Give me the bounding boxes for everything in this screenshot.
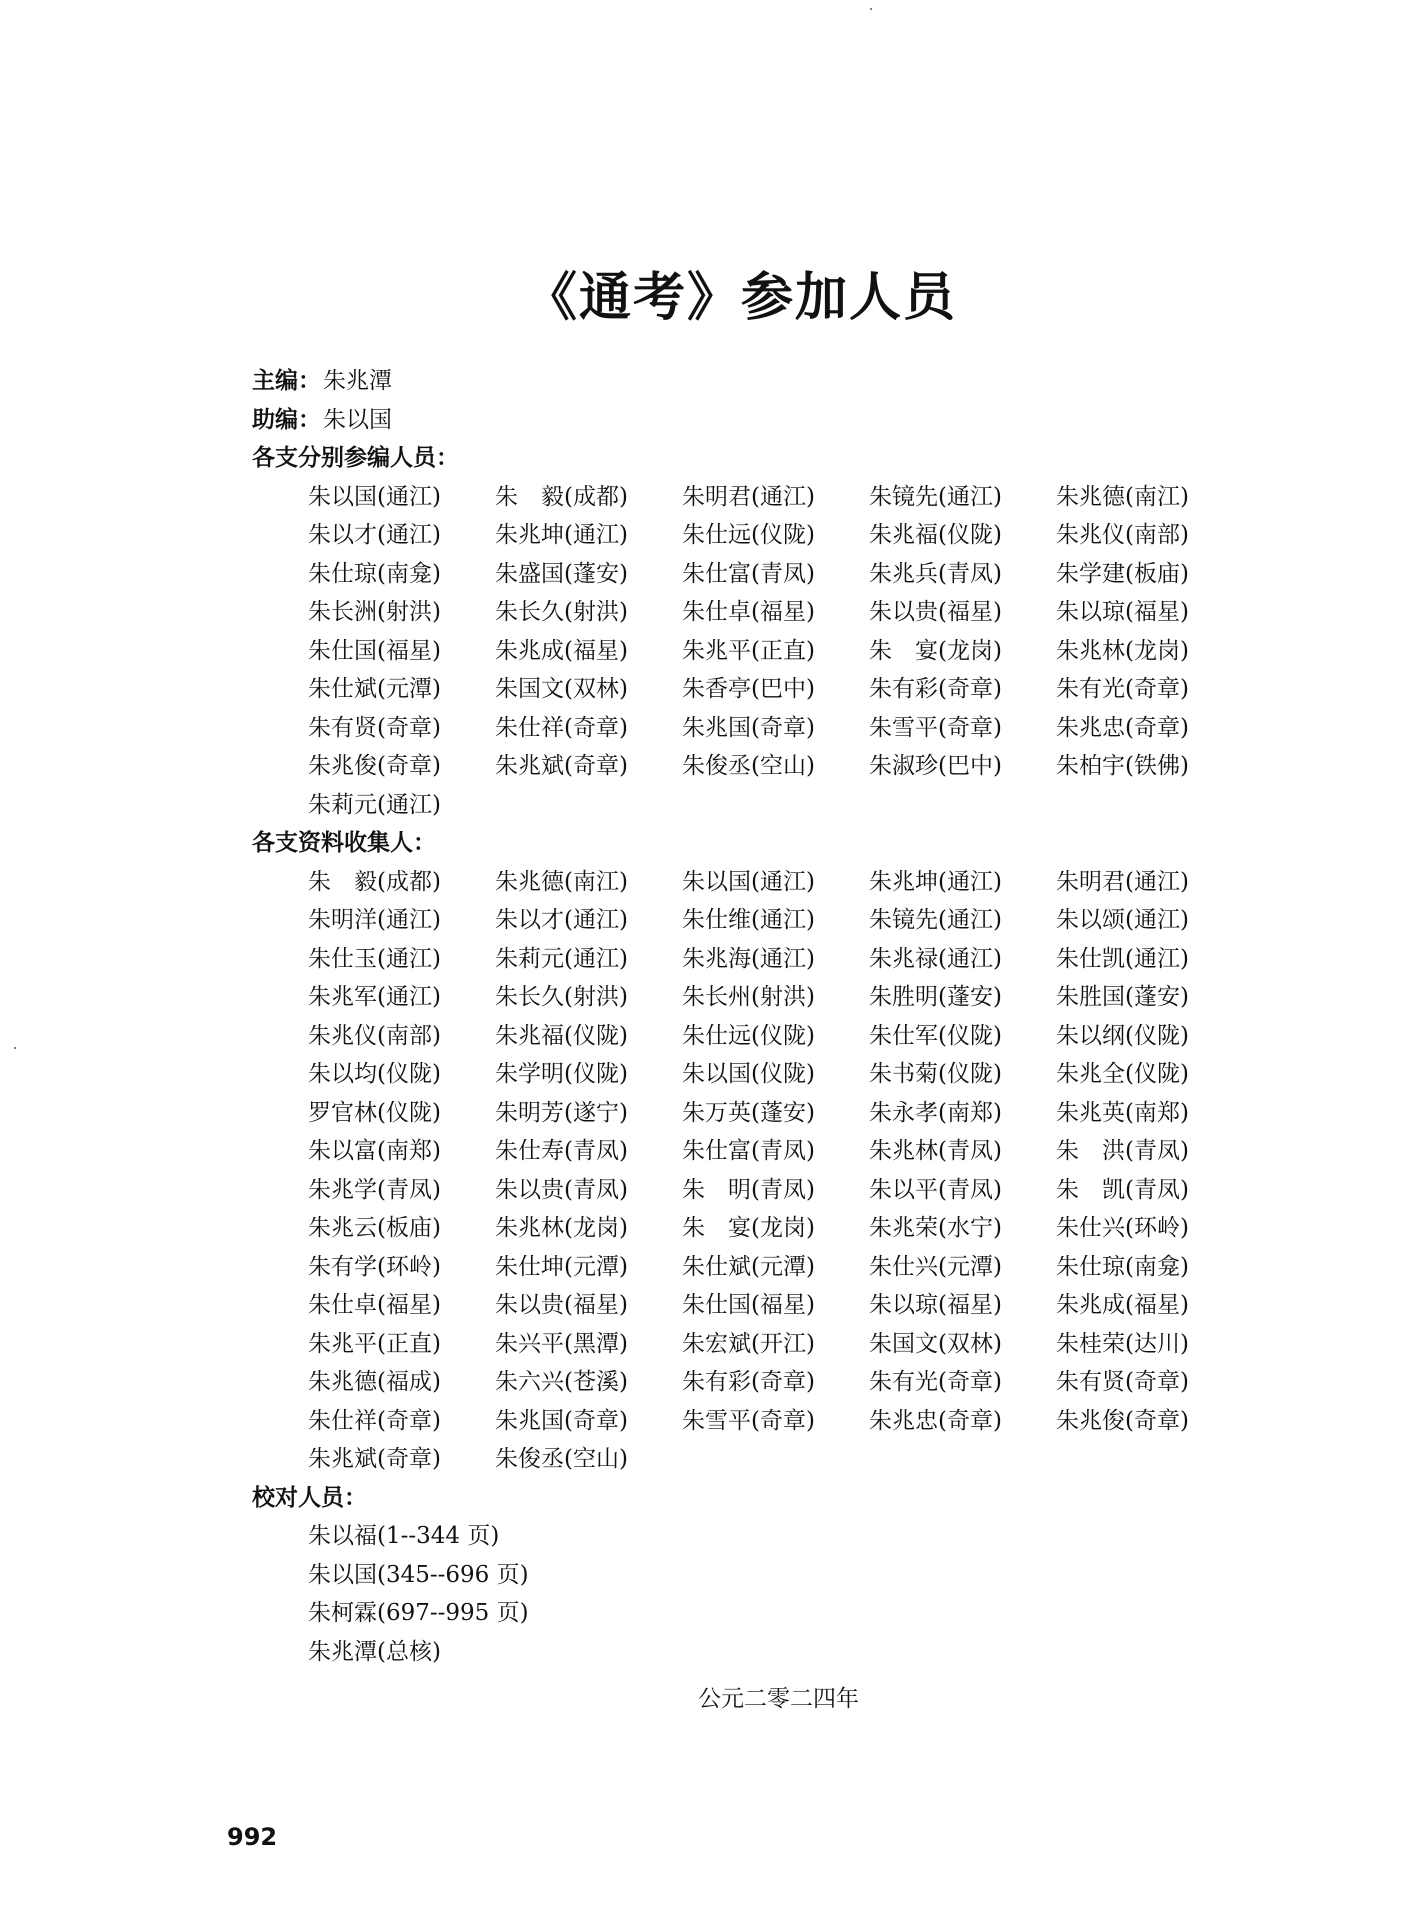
collector-name: 朱以琼(福星) [869, 1292, 1002, 1318]
collector-name: 朱桂荣(达川) [1056, 1330, 1189, 1357]
contributor-name: 朱兆斌(奇章) [495, 753, 628, 779]
collector-name: 朱以国(通江) [682, 868, 815, 895]
contributor-name: 朱学建(板庙) [1056, 560, 1189, 587]
contributor-name: 朱兆兵(青凤) [869, 560, 1002, 587]
collector-name: 朱仕凯(通江) [1056, 945, 1189, 972]
collector-name: 罗官林(仪陇) [308, 1099, 441, 1126]
collector-name: 朱兆平(正直) [308, 1330, 441, 1357]
collector-name: 朱兆俊(奇章) [1056, 1407, 1189, 1434]
scan-speck [870, 8, 872, 10]
collector-name: 朱宏斌(开江) [682, 1330, 815, 1357]
contributor-name: 朱以才(通江) [308, 522, 441, 548]
collector-name: 朱胜国(蓬安) [1056, 984, 1189, 1010]
contributor-name: 朱国文(双林) [495, 676, 628, 702]
contributor-name: 朱兆俊(奇章) [308, 753, 441, 779]
collector-name: 朱长州(射洪) [682, 984, 815, 1010]
collector-name: 朱莉元(通江) [495, 945, 628, 972]
contributor-name: 朱仕远(仪陇) [682, 522, 815, 548]
collector-name: 朱兆全(仪陇) [1056, 1061, 1189, 1087]
collector-name: 朱仕富(青凤) [682, 1138, 815, 1164]
contributor-name: 朱有光(奇章) [1056, 676, 1189, 702]
collector-name: 朱兆英(南郑) [1056, 1099, 1189, 1126]
assistant-editor-label: 助编： [252, 406, 321, 433]
contributor-name: 朱 宴(龙岗) [869, 637, 1002, 664]
collector-name: 朱仕琼(南龛) [1056, 1253, 1189, 1280]
collector-name: 朱兆海(通江) [682, 945, 815, 972]
contributor-name: 朱长久(射洪) [495, 599, 628, 625]
collector-name: 朱以平(青凤) [869, 1176, 1002, 1203]
collector-name: 朱以颂(通江) [1056, 907, 1189, 933]
collector-name: 朱以国(仪陇) [682, 1061, 815, 1087]
contributor-name: 朱仕琼(南龛) [308, 560, 441, 587]
collector-name: 朱仕远(仪陇) [682, 1022, 815, 1049]
collector-name: 朱仕国(福星) [682, 1292, 815, 1318]
collector-name: 朱明芳(遂宁) [495, 1099, 628, 1126]
collector-name: 朱有光(奇章) [869, 1369, 1002, 1395]
contributor-name: 朱兆林(龙岗) [1056, 637, 1189, 664]
collector-name: 朱以贵(福星) [495, 1292, 628, 1318]
scan-speck [14, 1047, 16, 1049]
proofreader-item: 朱以福(1--344 页) [308, 1523, 500, 1549]
collector-name: 朱六兴(苍溪) [495, 1369, 628, 1395]
contributor-name: 朱长洲(射洪) [308, 599, 441, 625]
collector-name: 朱兆林(青凤) [869, 1138, 1002, 1164]
proofreader-item: 朱兆潭(总核) [308, 1638, 441, 1665]
contributor-name: 朱雪平(奇章) [869, 714, 1002, 741]
collector-name: 朱明君(通江) [1056, 868, 1189, 895]
branch-contributors-heading: 各支分别参编人员： [252, 445, 459, 471]
collector-name: 朱兆林(龙岗) [495, 1215, 628, 1241]
collector-name: 朱兆成(福星) [1056, 1292, 1189, 1318]
collector-name: 朱学明(仪陇) [495, 1061, 628, 1087]
contributor-name: 朱镜先(通江) [869, 483, 1002, 510]
collector-name: 朱仕玉(通江) [308, 945, 441, 972]
contributor-name: 朱仕富(青凤) [682, 560, 815, 587]
collector-name: 朱兆坤(通江) [869, 868, 1002, 895]
branch-contributors-grid [308, 478, 1252, 825]
proofreaders-list [308, 1517, 1252, 1671]
contributor-name: 朱仕斌(元潭) [308, 676, 441, 702]
collector-name: 朱仕坤(元潭) [495, 1253, 628, 1280]
contributor-name: 朱以国(通江) [308, 483, 441, 510]
collector-name: 朱仕祥(奇章) [308, 1407, 441, 1434]
collector-name: 朱以贵(青凤) [495, 1176, 628, 1203]
collector-name: 朱 毅(成都) [308, 868, 441, 895]
contributor-name: 朱以琼(福星) [1056, 599, 1189, 625]
page-title: 《通考》参加人员 [525, 268, 958, 328]
collector-name: 朱兆忠(奇章) [869, 1407, 1002, 1434]
collector-name: 朱 明(青凤) [682, 1176, 815, 1203]
collector-name: 朱兆国(奇章) [495, 1407, 628, 1434]
contributor-name: 朱兆坤(通江) [495, 522, 628, 548]
contributor-name: 朱兆忠(奇章) [1056, 714, 1189, 741]
collector-name: 朱永孝(南郑) [869, 1099, 1002, 1126]
collector-name: 朱仕维(通江) [682, 907, 815, 933]
editor-name: 朱兆潭 [323, 368, 392, 394]
contributor-name: 朱以贵(福星) [869, 599, 1002, 625]
contributor-name: 朱兆平(正直) [682, 637, 815, 664]
collector-name: 朱仕军(仪陇) [869, 1022, 1002, 1049]
collector-name: 朱仕兴(环岭) [1056, 1215, 1189, 1241]
proofreaders-heading: 校对人员： [252, 1484, 367, 1511]
collector-name: 朱兆仪(南部) [308, 1022, 441, 1049]
collector-name: 朱书菊(仪陇) [869, 1061, 1002, 1087]
contributor-name: 朱莉元(通江) [308, 791, 441, 818]
assistant-editor-name: 朱以国 [323, 406, 392, 433]
publication-date: 公元二零二四年 [698, 1686, 859, 1712]
collector-name: 朱兆学(青凤) [308, 1176, 441, 1203]
collector-name: 朱俊丞(空山) [495, 1446, 628, 1472]
contributor-name: 朱俊丞(空山) [682, 753, 815, 779]
collector-name: 朱兴平(黑潭) [495, 1330, 628, 1357]
assistant-editor-line [252, 401, 1252, 440]
collector-name: 朱兆福(仪陇) [495, 1022, 628, 1049]
collector-name: 朱兆云(板庙) [308, 1215, 441, 1241]
editor-line [252, 362, 1252, 401]
collector-name: 朱仕卓(福星) [308, 1292, 441, 1318]
contributor-name: 朱兆福(仪陇) [869, 522, 1002, 548]
contributor-name: 朱有贤(奇章) [308, 714, 441, 741]
collector-name: 朱以富(南郑) [308, 1138, 441, 1164]
contributor-name: 朱有彩(奇章) [869, 676, 1002, 702]
collector-name: 朱以才(通江) [495, 907, 628, 933]
collector-name: 朱有学(环岭) [308, 1253, 441, 1280]
collector-name: 朱有彩(奇章) [682, 1369, 815, 1395]
collector-name: 朱胜明(蓬安) [869, 984, 1002, 1010]
proofreader-item: 朱柯霖(697--995 页) [308, 1600, 529, 1626]
collector-name: 朱 洪(青凤) [1056, 1138, 1189, 1164]
contributor-name: 朱兆仪(南部) [1056, 522, 1189, 548]
contributor-name: 朱兆国(奇章) [682, 714, 815, 741]
material-collectors-heading: 各支资料收集人： [252, 830, 436, 856]
collector-name: 朱仕寿(青凤) [495, 1138, 628, 1164]
collector-name: 朱 宴(龙岗) [682, 1215, 815, 1241]
page-number: 992 [227, 1823, 278, 1851]
contributor-name: 朱淑珍(巴中) [869, 753, 1002, 779]
contributor-name: 朱 毅(成都) [495, 483, 628, 510]
collector-name: 朱以纲(仪陇) [1056, 1022, 1189, 1049]
contributor-name: 朱仕国(福星) [308, 637, 441, 664]
contributor-name: 朱盛国(蓬安) [495, 560, 628, 587]
proofreader-item: 朱以国(345--696 页) [308, 1561, 529, 1588]
collector-name: 朱兆德(福成) [308, 1369, 441, 1395]
collector-name: 朱兆斌(奇章) [308, 1446, 441, 1472]
contributor-name: 朱兆德(南江) [1056, 483, 1189, 510]
collector-name: 朱有贤(奇章) [1056, 1369, 1189, 1395]
collector-name: 朱万英(蓬安) [682, 1099, 815, 1126]
collector-name: 朱明洋(通江) [308, 907, 441, 933]
collector-name: 朱仕兴(元潭) [869, 1253, 1002, 1280]
collector-name: 朱国文(双林) [869, 1330, 1002, 1357]
contributor-name: 朱兆成(福星) [495, 637, 628, 664]
collector-name: 朱 凯(青凤) [1056, 1176, 1189, 1203]
collector-name: 朱兆荣(水宁) [869, 1215, 1002, 1241]
collector-name: 朱兆军(通江) [308, 984, 441, 1010]
contributor-name: 朱柏宇(铁佛) [1056, 753, 1189, 779]
contributor-name: 朱明君(通江) [682, 483, 815, 510]
document-body [252, 362, 1252, 1671]
collector-name: 朱以均(仪陇) [308, 1061, 441, 1087]
collector-name: 朱兆禄(通江) [869, 945, 1002, 972]
collector-name: 朱仕斌(元潭) [682, 1253, 815, 1280]
collector-name: 朱长久(射洪) [495, 984, 628, 1010]
collector-name: 朱兆德(南江) [495, 868, 628, 895]
editor-label: 主编： [252, 368, 321, 394]
collector-name: 朱雪平(奇章) [682, 1407, 815, 1434]
material-collectors-grid [308, 863, 1252, 1479]
contributor-name: 朱香亭(巴中) [682, 676, 815, 702]
contributor-name: 朱仕祥(奇章) [495, 714, 628, 741]
collector-name: 朱镜先(通江) [869, 907, 1002, 933]
contributor-name: 朱仕卓(福星) [682, 599, 815, 625]
